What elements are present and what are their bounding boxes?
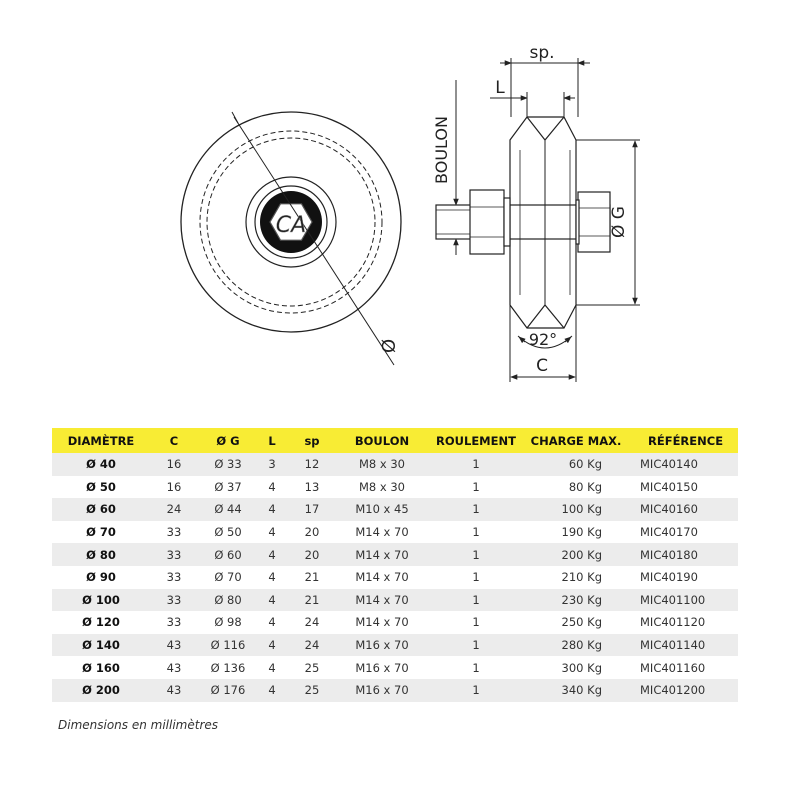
cell-c: 16 (150, 453, 198, 476)
cell-roulement: 1 (426, 566, 526, 589)
nut-right (578, 192, 610, 252)
cell-c: 43 (150, 679, 198, 702)
cell-l: 4 (258, 498, 286, 521)
cell-boulon: M16 x 70 (338, 679, 426, 702)
table-row (52, 634, 738, 657)
header-sp: sp (286, 428, 338, 453)
table-row (52, 611, 738, 634)
cell-l: 4 (258, 634, 286, 657)
cell-g: Ø 37 (198, 476, 258, 499)
header-boulon: BOULON (338, 428, 426, 453)
diameter-leader-line (234, 117, 394, 365)
cell-sp: 21 (286, 589, 338, 612)
table-row (52, 521, 738, 544)
groove-v-bottom (527, 305, 564, 328)
cell-roulement: 1 (426, 589, 526, 612)
cell-c: 43 (150, 634, 198, 657)
cell-g: Ø 136 (198, 656, 258, 679)
cell-g: Ø 33 (198, 453, 258, 476)
cell-sp: 24 (286, 634, 338, 657)
cell-reference: MIC40170 (626, 521, 738, 544)
cell-reference: MIC40180 (626, 543, 738, 566)
cell-l: 4 (258, 566, 286, 589)
table-body (52, 453, 738, 702)
cell-c: 33 (150, 521, 198, 544)
cell-diametre: Ø 80 (52, 543, 150, 566)
cell-reference: MIC401100 (626, 589, 738, 612)
cell-boulon: M14 x 70 (338, 589, 426, 612)
table-row (52, 566, 738, 589)
cell-roulement: 1 (426, 611, 526, 634)
cell-diametre: Ø 70 (52, 521, 150, 544)
groove-v-top (527, 117, 564, 140)
cell-sp: 24 (286, 611, 338, 634)
cell-boulon: M14 x 70 (338, 521, 426, 544)
cell-reference: MIC401200 (626, 679, 738, 702)
cell-diametre: Ø 50 (52, 476, 150, 499)
cell-sp: 17 (286, 498, 338, 521)
side-view (436, 117, 610, 328)
cell-l: 4 (258, 611, 286, 634)
header-roulement: ROULEMENT (426, 428, 526, 453)
header-g: Ø G (198, 428, 258, 453)
washer-left (504, 198, 510, 246)
cell-boulon: M14 x 70 (338, 566, 426, 589)
cell-diametre: Ø 90 (52, 566, 150, 589)
cell-diametre: Ø 120 (52, 611, 150, 634)
cell-roulement: 1 (426, 521, 526, 544)
cell-sp: 13 (286, 476, 338, 499)
cell-reference: MIC40150 (626, 476, 738, 499)
cell-l: 4 (258, 679, 286, 702)
cell-reference: MIC401120 (626, 611, 738, 634)
cell-reference: MIC40160 (626, 498, 738, 521)
cell-sp: 20 (286, 521, 338, 544)
footnote: Dimensions en millimètres (58, 718, 219, 732)
table-header-row (52, 428, 738, 453)
cell-g: Ø 70 (198, 566, 258, 589)
header-c: C (150, 428, 198, 453)
cell-roulement: 1 (426, 656, 526, 679)
cell-g: Ø 176 (198, 679, 258, 702)
cell-sp: 25 (286, 656, 338, 679)
cell-reference: MIC401160 (626, 656, 738, 679)
cell-c: 33 (150, 589, 198, 612)
cell-charge-max: 210 Kg (526, 566, 626, 589)
cell-l: 3 (258, 453, 286, 476)
cell-roulement: 1 (426, 476, 526, 499)
cell-l: 4 (258, 521, 286, 544)
c-label: C (536, 356, 548, 376)
cell-charge-max: 340 Kg (526, 679, 626, 702)
cell-boulon: M14 x 70 (338, 611, 426, 634)
header-charge-max: CHARGE MAX. (526, 428, 626, 453)
cell-c: 33 (150, 543, 198, 566)
cell-g: Ø 44 (198, 498, 258, 521)
cell-charge-max: 60 Kg (526, 453, 626, 476)
cell-l: 4 (258, 656, 286, 679)
cell-sp: 12 (286, 453, 338, 476)
cell-boulon: M8 x 30 (338, 453, 426, 476)
g-label: Ø G (609, 206, 629, 238)
table-row (52, 589, 738, 612)
cell-l: 4 (258, 543, 286, 566)
cell-g: Ø 98 (198, 611, 258, 634)
table-row (52, 498, 738, 521)
cell-charge-max: 200 Kg (526, 543, 626, 566)
cell-g: Ø 50 (198, 521, 258, 544)
table-row (52, 476, 738, 499)
washer-right (576, 200, 579, 244)
cell-boulon: M16 x 70 (338, 634, 426, 657)
l-label: L (495, 78, 505, 98)
nut-left (470, 190, 504, 254)
spec-table (52, 428, 738, 702)
cell-charge-max: 250 Kg (526, 611, 626, 634)
cell-charge-max: 280 Kg (526, 634, 626, 657)
cell-reference: MIC401140 (626, 634, 738, 657)
boulon-label: BOULON (432, 116, 451, 184)
cell-charge-max: 100 Kg (526, 498, 626, 521)
cell-sp: 25 (286, 679, 338, 702)
table-row (52, 656, 738, 679)
cell-c: 24 (150, 498, 198, 521)
sp-label: sp. (529, 43, 555, 63)
cell-charge-max: 80 Kg (526, 476, 626, 499)
logo-text: CA (275, 213, 307, 238)
cell-c: 33 (150, 611, 198, 634)
table-row (52, 543, 738, 566)
header-reference: RÉFÉRENCE (626, 428, 738, 453)
cell-roulement: 1 (426, 498, 526, 521)
cell-boulon: M8 x 30 (338, 476, 426, 499)
cell-reference: MIC40140 (626, 453, 738, 476)
cell-diametre: Ø 160 (52, 656, 150, 679)
cell-diametre: Ø 200 (52, 679, 150, 702)
cell-roulement: 1 (426, 679, 526, 702)
cell-diametre: Ø 100 (52, 589, 150, 612)
cell-charge-max: 230 Kg (526, 589, 626, 612)
cell-charge-max: 300 Kg (526, 656, 626, 679)
cell-g: Ø 80 (198, 589, 258, 612)
cell-boulon: M16 x 70 (338, 656, 426, 679)
cell-roulement: 1 (426, 634, 526, 657)
cell-c: 16 (150, 476, 198, 499)
cell-roulement: 1 (426, 543, 526, 566)
angle-label: 92° (528, 330, 558, 349)
table-row (52, 453, 738, 476)
front-diameter-label: Ø (377, 338, 398, 354)
cell-c: 33 (150, 566, 198, 589)
cell-boulon: M14 x 70 (338, 543, 426, 566)
cell-diametre: Ø 140 (52, 634, 150, 657)
front-view (181, 112, 401, 365)
header-diametre: DIAMÈTRE (52, 428, 150, 453)
cell-c: 43 (150, 656, 198, 679)
cell-sp: 21 (286, 566, 338, 589)
cell-charge-max: 190 Kg (526, 521, 626, 544)
cell-diametre: Ø 60 (52, 498, 150, 521)
cell-l: 4 (258, 589, 286, 612)
table-row (52, 679, 738, 702)
cell-roulement: 1 (426, 453, 526, 476)
cell-diametre: Ø 40 (52, 453, 150, 476)
cell-g: Ø 60 (198, 543, 258, 566)
cell-boulon: M10 x 45 (338, 498, 426, 521)
cell-sp: 20 (286, 543, 338, 566)
cell-g: Ø 116 (198, 634, 258, 657)
cell-l: 4 (258, 476, 286, 499)
cell-reference: MIC40190 (626, 566, 738, 589)
header-l: L (258, 428, 286, 453)
